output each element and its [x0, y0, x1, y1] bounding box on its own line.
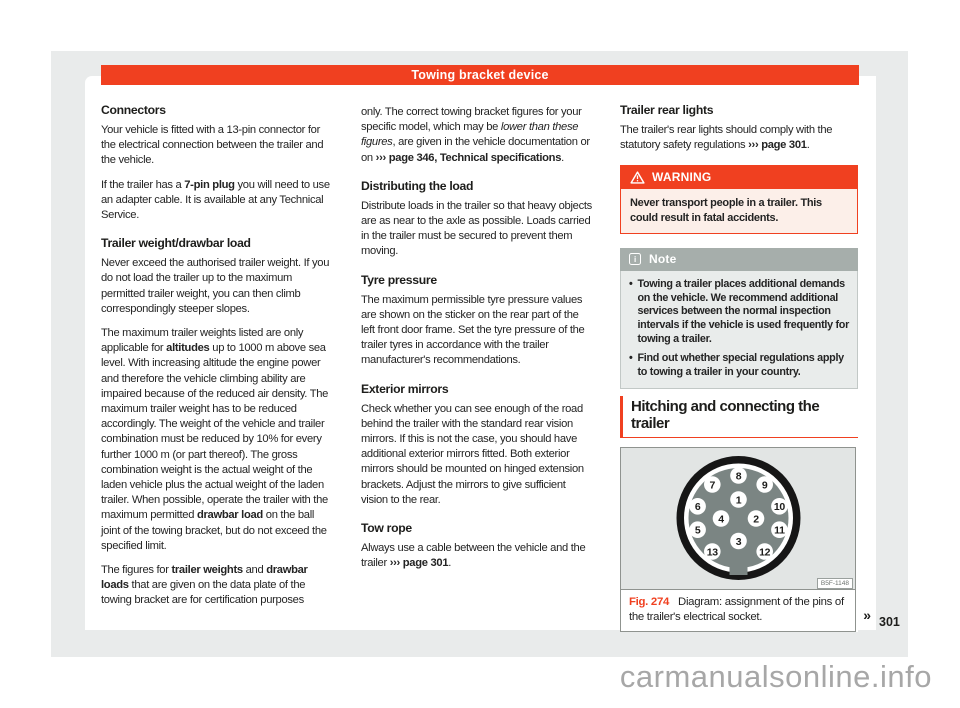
note-title: Note	[649, 251, 677, 266]
heading-trailer-weight: Trailer weight/drawbar load	[101, 236, 251, 251]
socket-pin-label: 5	[694, 524, 701, 537]
heading-trailer-rear-lights: Trailer rear lights	[620, 103, 714, 117]
page-number: 301	[879, 615, 900, 629]
paragraph-tyre-pressure: The maximum permissible tyre pressure values are shown on the sticker on the rear part of the left front door frame. Set the tyre pressure of the trailer tyres in accordance with the trailer manufacturer's recommendations.	[361, 293, 585, 367]
figure-caption-text: Diagram: assignment of the pins of the trailer's electrical socket.	[629, 596, 844, 623]
warning-triangle-icon	[630, 171, 645, 184]
figure-code: B5F-1148	[817, 578, 853, 589]
paragraph-weight-2: The maximum trailer weights listed are only applicable for altitudes up to 1000 m above sea level. With increasing altitude the engine power and therefore the vehicle climbing ability are impaired because of the reduced air density. The maximum trailer weight has to be reduced accordingly. The weight of the vehicle and trailer combination must be reduced by 10% for every further 1000 m (or part thereof). The gross combination weight is the actual weight of the laden vehicle plus the actual weight of the laden trailer. When possible, operate the trailer with the maximum permitted drawbar load on the ball joint of the towing bracket, but do not exceed the specified limit.	[101, 327, 329, 552]
socket-pin-label: 13	[706, 546, 718, 559]
section-title-hitching: Hitching and connecting the trailer	[620, 396, 858, 438]
paragraph-tow-rope: Always use a cable between the vehicle and the trailer ››› page 301.	[361, 542, 586, 570]
socket-diagram	[621, 448, 855, 589]
socket-pin-label: 6	[694, 501, 701, 514]
paragraph-rear-lights: The trailer's rear lights should comply with the statutory safety regulations ››› page 301.	[620, 124, 833, 152]
chapter-title-bar	[101, 65, 859, 85]
text-column-3	[620, 100, 871, 632]
socket-pin-label: 11	[774, 524, 785, 537]
socket-pin-label: 9	[761, 479, 768, 492]
paragraph-connectors-1: Your vehicle is fitted with a 13-pin connector for the electrical connection between the trailer and the vehicle.	[101, 124, 324, 167]
note-bullet	[629, 278, 849, 347]
socket-pin-label: 8	[735, 470, 742, 483]
info-icon: i	[629, 253, 641, 265]
heading-distributing-load: Distributing the load	[361, 178, 474, 193]
note-header	[620, 248, 858, 271]
socket-pin-label: 1	[735, 494, 742, 507]
paragraph-weight-3: The figures for trailer weights and drawbar loads that are given on the data plate of the towing bracket are for certification purposes	[101, 564, 308, 607]
bullet-icon: •	[629, 277, 633, 290]
heading-connectors: Connectors	[101, 103, 166, 117]
heading-exterior-mirrors: Exterior mirrors	[361, 381, 449, 396]
socket-pin-label: 7	[709, 479, 716, 492]
text-column-1	[101, 100, 334, 632]
figure-caption	[621, 589, 855, 631]
chapter-title: Towing bracket device	[411, 68, 549, 82]
note-bullet	[629, 352, 849, 380]
warning-text: Never transport people in a trailer. This could result in fatal accidents.	[630, 197, 822, 224]
heading-tyre-pressure: Tyre pressure	[361, 272, 437, 287]
note-body	[621, 271, 857, 389]
figure-274	[620, 447, 871, 632]
socket-pin-label: 4	[718, 513, 724, 526]
text-column-2	[361, 100, 594, 637]
paragraph-weight-continued: only. The correct towing bracket figures for your specific model, which may be lower than these figures, are given in the vehicle documentation or on ››› page 346, Technical specifications.	[361, 106, 590, 164]
heading-tow-rope: Tow rope	[361, 521, 412, 536]
watermark: carmanualsonline.info	[619, 659, 932, 694]
socket-pin-label: 12	[759, 546, 771, 559]
paragraph-distributing: Distribute loads in the trailer so that heavy objects are as near to the axle as possible. Loads carried in the trailer must be secured to prevent them moving.	[361, 199, 592, 258]
socket-pin-label: 2	[753, 513, 759, 526]
note-bullet-text: Towing a trailer places additional demands on the vehicle. We recommend additional services between the normal inspection intervals if the vehicle is used frequently for towing a trailer.	[637, 277, 849, 345]
socket-pin-label: 10	[773, 501, 785, 514]
note-box	[620, 248, 858, 390]
warning-box	[620, 165, 858, 233]
paragraph-weight-1: Never exceed the authorised trailer weight. If you do not load the trailer up to the maximum permitted trailer weight, you can then climb correspondingly steeper slopes.	[101, 257, 330, 315]
paragraph-exterior-mirrors: Check whether you can see enough of the road behind the trailer with the standard rear vision mirrors. If this is not the case, you should have additional exterior mirrors fitted. Both exterior mirrors should be mounted on hinged extension brackets. Adjust the mirrors to give sufficient vision to the rear.	[361, 402, 584, 506]
socket-diagram-svg	[621, 448, 855, 589]
paragraph-connectors-2: If the trailer has a 7-pin plug you will need to use an adapter cable. It is available at any Technical Service.	[101, 178, 330, 222]
socket-pin-label: 3	[735, 535, 742, 548]
warning-title: WARNING	[652, 170, 712, 185]
figure-number: Fig. 274	[629, 596, 670, 608]
bullet-icon: •	[629, 351, 633, 364]
socket-notch	[730, 564, 748, 575]
warning-header	[621, 166, 857, 189]
continuation-marker: »	[863, 606, 871, 623]
section-hitching	[620, 396, 871, 632]
note-bullet-text: Find out whether special regulations apply to towing a trailer in your country.	[637, 351, 844, 378]
